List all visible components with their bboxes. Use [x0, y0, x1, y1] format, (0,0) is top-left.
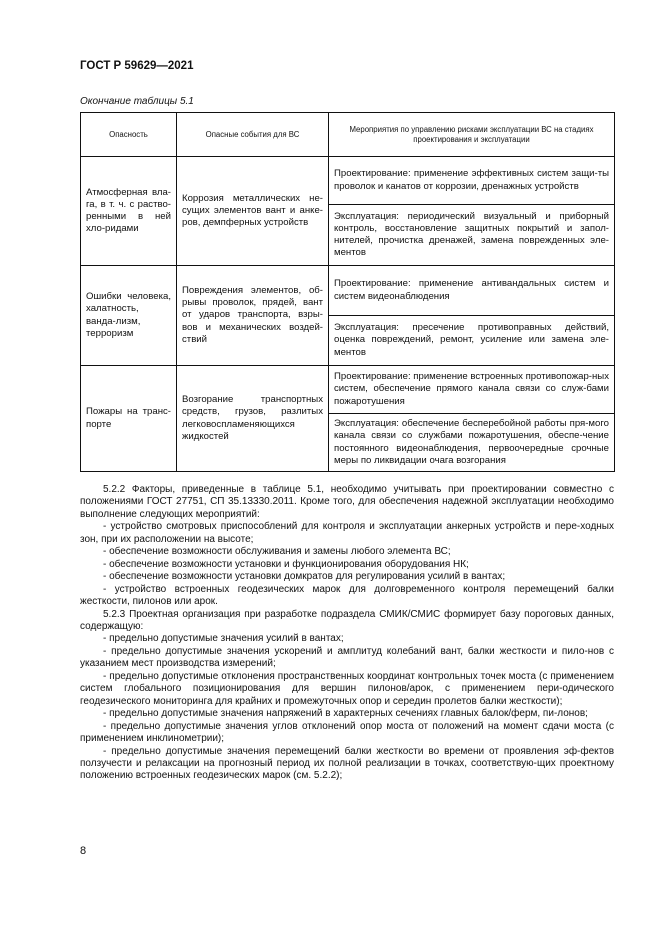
list-item: - обеспечение возможности обслуживания и замены любого элемента ВС;: [103, 546, 451, 558]
table-caption: Окончание таблицы 5.1: [80, 96, 194, 107]
list-item: - предельно допустимые значения напряжений в характерных сечениях главных балок/ферм, пи-лонов;: [103, 708, 588, 720]
operation-measure-cell: Эксплуатация: периодический визуальный и приборный контроль, восстановление защитных покрытий и запол-нителей, прочистка дренажей, замена поврежденных эле-ментов: [329, 205, 615, 266]
operation-measure-cell: Эксплуатация: обеспечение бесперебойной работы пря-мого канала связи со службами пожаротушения, обеспе-чение постоянного видеонаблюдения, первоочередные срочные меры по ликвидации очага возгорания: [329, 414, 615, 472]
hazard-cell: Атмосферная вла-га, в т. ч. с раство-ренными в ней хло-ридами: [81, 157, 177, 266]
body-text: [80, 484, 614, 783]
design-measure-cell: Проектирование: применение эффективных систем защи-ты проволок и канатов от коррозии, дренажных устройств: [329, 157, 615, 205]
list-item: - предельно допустимые значения усилий в вантах;: [103, 633, 344, 645]
list-item: - устройство смотровых приспособлений для контроля и эксплуатации анкерных устройств и пере-ходных зон, при их расположении на высоте;: [80, 521, 614, 545]
column-header-event: Опасные события для ВС: [177, 113, 329, 157]
column-header-hazard: Опасность: [81, 113, 177, 157]
list-item: - обеспечение возможности установки и функционирования оборудования НК;: [103, 558, 469, 570]
design-measure-cell: Проектирование: применение антивандальных систем и систем видеонаблюдения: [329, 266, 615, 316]
table-row: [81, 157, 615, 205]
list-item: - предельно допустимые значения углов отклонений опор моста от положений на момент сдачи моста (с применением инклинометрии);: [80, 720, 614, 745]
hazard-cell: Ошибки человека, халатность, ванда-лизм, терроризм: [81, 266, 177, 366]
list-item: - предельно допустимые значения перемещений балки жесткости во времени от проявления эф-фектов ползучести и релаксации на прогнозный период их полной реализации в точках, соответствую-щих проектному положению встроенных геодезических марок (см. 5.2.2);: [80, 745, 614, 782]
design-measure-cell: Проектирование: применение встроенных противопожар-ных систем, обеспечение прямого канала связи со служ-бами пожаротушения: [329, 366, 615, 414]
hazard-cell: Пожары на транс-порте: [81, 366, 177, 472]
table-row: [81, 366, 615, 414]
column-header-measures: Мероприятия по управлению рисками эксплуатации ВС на стадиях проектирования и эксплуатации: [329, 113, 615, 157]
event-cell: Возгорание транспортных средств, грузов, разлитых легковоспламеняющихся жидкостей: [177, 366, 329, 472]
event-cell: Коррозия металлических не-сущих элементов вант и анке-ров, демпферных устройств: [177, 157, 329, 266]
list-item: - обеспечение возможности установки домкратов для регулирования усилий в вантах;: [103, 571, 506, 583]
paragraph: 5.2.3 Проектная организация при разработке подраздела СМИК/СМИС формирует базу пороговых данных, содержащую:: [80, 608, 614, 632]
document-header: ГОСТ Р 59629—2021: [80, 60, 194, 72]
list-item: - предельно допустимые значения ускорений и амплитуд колебаний вант, балки жесткости и пило-нов с указанием мест производства измерений;: [80, 645, 614, 670]
paragraph: 5.2.2 Факторы, приведенные в таблице 5.1, необходимо учитывать при проектировании совместно с положениями ГОСТ 27751, СП 35.13330.2011. Кроме того, для обеспечения надежной эксплуатации необходимо выполнение следующих мероприятий:: [80, 484, 614, 520]
page-number: 8: [80, 845, 87, 857]
event-cell: Повреждения элементов, об-рывы проволок, прядей, вант от ударов транспорта, взры-вов и механических воздей-ствий: [177, 266, 329, 366]
list-item: - устройство встроенных геодезических марок для долговременного контроля перемещений балки жесткости, пилонов или арок.: [80, 583, 614, 608]
risk-table: [80, 112, 615, 472]
operation-measure-cell: Эксплуатация: пресечение противоправных действий, оценка повреждений, ремонт, усиление или замена эле-ментов: [329, 316, 615, 366]
table-header-row: [81, 113, 615, 157]
table-row: [81, 266, 615, 316]
list-item: - предельно допустимые отклонения пространственных координат контрольных точек моста (с применением систем глобального позиционирования для вершин пилонов/арок, с применением пери-одического геодезического мониторинга для крайних и промежуточных опор и середин пролетов балки жесткости);: [80, 670, 614, 707]
